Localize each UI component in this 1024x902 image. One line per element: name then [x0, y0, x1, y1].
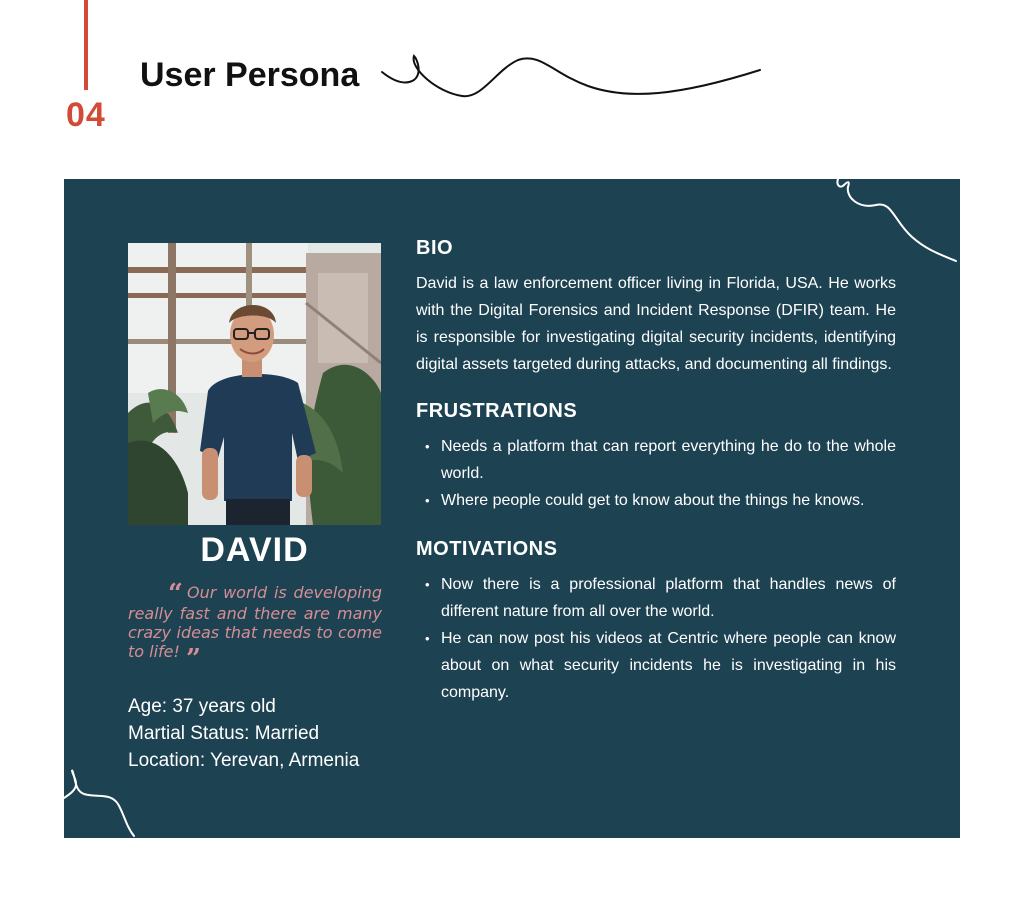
- persona-age: Age: 37 years old: [128, 696, 276, 717]
- bio-heading: BIO: [416, 237, 454, 259]
- bio-text: David is a law enforcement officer living in Florida, USA. He works with the Digital Forensics and Incident Response (DFIR) team. He is responsible for investigating digital security incidents, identifying digital assets targeted during attacks, and documenting all findings.: [416, 275, 896, 373]
- list-item: • Now there is a professional platform that handles news of different nature from all over the world.: [416, 571, 896, 625]
- motivations-heading: MOTIVATIONS: [416, 538, 558, 560]
- persona-location: Location: Yerevan, Armenia: [128, 750, 360, 771]
- persona-photo: [128, 243, 381, 525]
- accent-bar: [84, 0, 88, 90]
- persona-facts: [128, 693, 388, 774]
- frustrations-heading: FRUSTRATIONS: [416, 400, 578, 422]
- corner-squiggle-decoration: [64, 768, 154, 838]
- list-item: • Where people could get to know about the things he knows.: [416, 487, 896, 514]
- section-number: 04: [66, 96, 106, 134]
- persona-name: DAVID: [200, 531, 309, 569]
- motivations-list: [416, 571, 896, 706]
- list-item: • He can now post his videos at Centric where people can know about on what security incidents he is investigating in his company.: [416, 625, 896, 706]
- persona-details: [416, 237, 896, 730]
- frustrations-list: [416, 433, 896, 514]
- persona-card: [64, 179, 960, 838]
- title-squiggle-decoration: [378, 50, 768, 110]
- open-quote-icon: “: [168, 579, 183, 609]
- close-quote-icon: ”: [185, 644, 201, 674]
- persona-photo-illustration: [128, 243, 381, 525]
- page-title: User Persona: [140, 56, 360, 94]
- quote-text: Our world is developing really fast and there are many crazy ideas that needs to come to life!: [128, 583, 382, 661]
- persona-quote: [128, 579, 382, 674]
- persona-marital-status: Martial Status: Married: [128, 723, 320, 744]
- list-item: • Needs a platform that can report everything he do to the whole world.: [416, 433, 896, 487]
